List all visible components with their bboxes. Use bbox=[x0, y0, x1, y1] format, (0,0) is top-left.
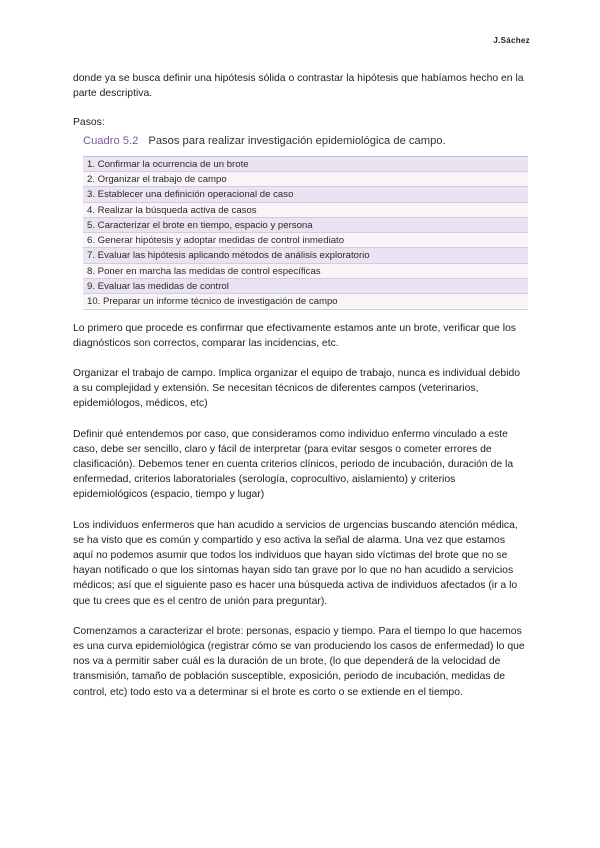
body-paragraph: Los individuos enfermeros que han acudido a servicios de urgencias buscando atención médica, se ha visto que es común y compartido y eso activa la señal de alarma. Una vez que estamos aquí no podemos asumir que todos los individuos que hayan sido víctimas del brote que no se hayan notificado o que los síntomas hayan sido tan grave por lo que no han acudido a servicios médicos; así que el siguiente paso es hacer una búsqueda activa de individuos afectados (ir a lo que tu crees que es el centro de unión para preguntar). bbox=[73, 519, 518, 607]
table-title: Pasos para realizar investigación epidemiológica de campo. bbox=[148, 134, 446, 147]
table-row: 1. Confirmar la ocurrencia de un brote bbox=[83, 157, 528, 172]
table-rows bbox=[83, 156, 528, 310]
pasos-label: Pasos: bbox=[73, 117, 105, 129]
body-paragraph: Definir qué entendemos por caso, que consideramos como individuo enfermo vinculado a este caso, debe ser sencillo, claro y fácil de interpretar (para evitar sesgos o cometer errores de clasificación). Debemos tener en cuenta criterios clínicos, periodo de incubación, duración de la enfermedad, criterios laboratoriales (serología, coprocultivo, aislamiento) y criterios epidemiológicos (espacio, tiempo y lugar) bbox=[73, 428, 514, 501]
intro-paragraph: donde ya se busca definir una hipótesis sólida o contrastar la hipótesis que habíamos hecho en la parte descriptiva. bbox=[73, 73, 524, 100]
table-row: 9. Evaluar las medidas de control bbox=[83, 279, 528, 294]
table-row: 8. Poner en marcha las medidas de control específicas bbox=[83, 264, 528, 279]
body-paragraph: Organizar el trabajo de campo. Implica organizar el equipo de trabajo, nunca es individual debido a su complejidad y extensión. Se necesitan técnicos de diferentes campos (veterinarios, epidemiólogos, médicos, etc) bbox=[73, 367, 521, 410]
body-paragraph: Lo primero que procede es confirmar que efectivamente estamos ante un brote, verificar que los diagnósticos son correctos, comparar las incidencias, etc. bbox=[73, 322, 516, 349]
page-content bbox=[73, 71, 528, 700]
body-paragraph: Comenzamos a caracterizar el brote: personas, espacio y tiempo. Para el tiempo lo que hacemos es una curva epidemiológica (registrar cómo se van produciendo los casos de enfermedad) lo que nos va a permitir saber cuál es la duración de un brote, (lo que dependerá de la velocidad de transmisión, tamaño de población susceptible, exposición, periodo de incubación, medidas de control, etc) todo esto va a determinar si el brote es corto o se extiende en el tiempo. bbox=[73, 625, 525, 698]
table-label: Cuadro 5.2 bbox=[83, 134, 139, 147]
table-row: 10. Preparar un informe técnico de investigación de campo bbox=[83, 294, 528, 309]
table-row: 3. Establecer una definición operacional de caso bbox=[83, 187, 528, 202]
table-row: 7. Evaluar las hipótesis aplicando métodos de análisis exploratorio bbox=[83, 248, 528, 263]
table-row: 6. Generar hipótesis y adoptar medidas de control inmediato bbox=[83, 233, 528, 248]
steps-table bbox=[83, 135, 528, 310]
table-caption bbox=[83, 135, 528, 147]
table-row: 5. Caracterizar el brote en tiempo, espacio y persona bbox=[83, 218, 528, 233]
table-row: 2. Organizar el trabajo de campo bbox=[83, 172, 528, 187]
author-header: J.Sáchez bbox=[493, 36, 530, 45]
table-row: 4. Realizar la búsqueda activa de casos bbox=[83, 203, 528, 218]
